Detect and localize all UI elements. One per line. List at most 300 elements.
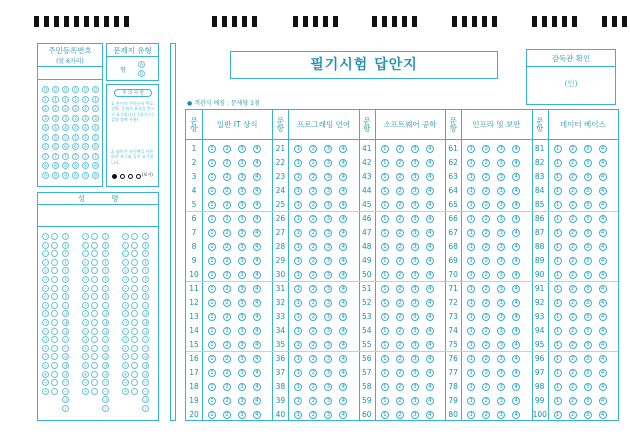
answer-bubble[interactable]: 3 xyxy=(411,201,419,209)
answer-bubble[interactable]: 1 xyxy=(208,299,216,307)
name-letter-bubble[interactable] xyxy=(51,328,58,335)
id-digit-bubble[interactable]: 2 xyxy=(52,105,59,112)
id-digit-bubble[interactable]: 4 xyxy=(82,124,89,131)
answer-bubble[interactable]: 2 xyxy=(309,355,317,363)
answer-bubble[interactable]: 4 xyxy=(512,215,520,223)
answer-bubble[interactable]: 2 xyxy=(569,187,577,195)
answer-bubble[interactable]: 1 xyxy=(554,285,562,293)
answer-bubble[interactable]: 1 xyxy=(208,397,216,405)
answer-bubble[interactable]: 1 xyxy=(381,341,389,349)
answer-bubble[interactable]: 4 xyxy=(426,299,434,307)
answer-bubble[interactable]: 4 xyxy=(339,397,347,405)
name-letter-bubble[interactable] xyxy=(51,276,58,283)
answer-bubble[interactable]: 2 xyxy=(223,355,231,363)
name-letter-bubble[interactable] xyxy=(51,310,58,317)
answer-bubble[interactable]: 2 xyxy=(482,187,490,195)
answer-bubble[interactable]: 2 xyxy=(223,313,231,321)
answer-bubble[interactable]: 4 xyxy=(512,313,520,321)
answer-bubble[interactable]: 1 xyxy=(294,271,302,279)
id-digit-bubble[interactable]: 0 xyxy=(82,86,89,93)
answer-bubble[interactable]: 1 xyxy=(467,229,475,237)
answer-bubble[interactable]: 4 xyxy=(339,383,347,391)
id-digit-bubble[interactable]: 2 xyxy=(42,105,49,112)
answer-bubble[interactable]: 2 xyxy=(223,383,231,391)
answer-bubble[interactable]: 3 xyxy=(324,257,332,265)
answer-bubble[interactable]: 4 xyxy=(339,215,347,223)
answer-bubble[interactable]: 1 xyxy=(381,159,389,167)
answer-bubble[interactable]: 3 xyxy=(238,243,246,251)
answer-bubble[interactable]: 1 xyxy=(554,313,562,321)
name-letter-bubble[interactable] xyxy=(131,319,138,326)
answer-bubble[interactable]: 4 xyxy=(426,215,434,223)
name-letter-bubble[interactable]: ㅘ xyxy=(143,311,148,317)
name-letter-bubble[interactable] xyxy=(91,345,98,352)
name-letter-bubble[interactable]: ㅃ xyxy=(43,371,48,377)
answer-bubble[interactable]: 1 xyxy=(208,215,216,223)
answer-bubble[interactable]: 1 xyxy=(381,215,389,223)
answer-bubble[interactable]: 2 xyxy=(223,369,231,377)
name-letter-bubble[interactable]: ㅉ xyxy=(123,388,128,394)
name-letter-bubble[interactable]: ㄷ xyxy=(43,251,48,257)
name-letter-bubble[interactable]: ㅠ xyxy=(143,380,148,386)
answer-bubble[interactable]: 2 xyxy=(396,299,404,307)
id-digit-bubble[interactable]: 8 xyxy=(42,162,49,169)
answer-bubble[interactable]: 1 xyxy=(381,397,389,405)
answer-bubble[interactable]: 2 xyxy=(396,369,404,377)
answer-bubble[interactable]: 1 xyxy=(554,159,562,167)
name-letter-bubble[interactable]: ㅟ xyxy=(143,371,148,377)
answer-bubble[interactable]: 1 xyxy=(467,145,475,153)
answer-bubble[interactable]: 2 xyxy=(223,285,231,293)
name-letter-bubble[interactable]: ㅇ xyxy=(83,294,88,300)
answer-bubble[interactable]: 1 xyxy=(294,229,302,237)
answer-bubble[interactable]: 3 xyxy=(324,243,332,251)
answer-bubble[interactable]: 3 xyxy=(584,243,592,251)
answer-bubble[interactable]: 2 xyxy=(482,243,490,251)
id-digit-bubble[interactable]: 2 xyxy=(82,105,89,112)
name-letter-bubble[interactable]: ㅣ xyxy=(143,406,148,411)
id-digit-bubble[interactable]: 9 xyxy=(82,172,89,179)
answer-bubble[interactable]: 2 xyxy=(482,397,490,405)
name-letter-bubble[interactable]: ㅂ xyxy=(43,277,48,282)
id-digit-bubble[interactable]: 5 xyxy=(42,134,49,141)
id-digit-bubble[interactable]: 4 xyxy=(72,124,79,131)
name-letter-bubble[interactable]: ㅉ xyxy=(83,388,88,394)
answer-bubble[interactable]: 4 xyxy=(339,257,347,265)
name-letter-bubble[interactable]: ㅆ xyxy=(43,380,48,386)
name-letter-bubble[interactable] xyxy=(131,259,138,266)
name-letter-bubble[interactable]: ㅆ xyxy=(83,380,88,386)
name-letter-bubble[interactable]: ㄷ xyxy=(83,251,88,257)
answer-bubble[interactable]: 2 xyxy=(482,341,490,349)
name-letter-bubble[interactable]: ㅢ xyxy=(103,397,108,403)
id-digit-bubble[interactable]: 8 xyxy=(62,162,69,169)
name-letter-bubble[interactable] xyxy=(91,336,98,343)
answer-bubble[interactable]: 2 xyxy=(396,411,404,419)
name-letter-bubble[interactable]: ㅙ xyxy=(103,320,108,325)
answer-bubble[interactable]: 1 xyxy=(467,271,475,279)
answer-bubble[interactable]: 3 xyxy=(324,313,332,321)
answer-bubble[interactable]: 4 xyxy=(253,383,261,391)
name-letter-bubble[interactable]: ㄹ xyxy=(83,259,88,265)
name-letter-bubble[interactable] xyxy=(91,250,98,257)
answer-bubble[interactable]: 1 xyxy=(381,411,389,419)
answer-bubble[interactable]: 3 xyxy=(238,313,246,321)
answer-bubble[interactable]: 3 xyxy=(324,397,332,405)
name-letter-bubble[interactable]: ㅛ xyxy=(63,337,68,343)
answer-bubble[interactable]: 3 xyxy=(584,229,592,237)
answer-bubble[interactable]: 3 xyxy=(411,369,419,377)
answer-bubble[interactable]: 2 xyxy=(569,299,577,307)
answer-bubble[interactable]: 2 xyxy=(223,243,231,251)
answer-bubble[interactable]: 1 xyxy=(381,229,389,237)
name-letter-bubble[interactable] xyxy=(51,319,58,326)
answer-bubble[interactable]: 3 xyxy=(584,299,592,307)
name-letter-bubble[interactable]: ㅍ xyxy=(43,337,48,343)
name-letter-bubble[interactable]: ㅐ xyxy=(103,242,108,248)
id-digit-bubble[interactable]: 6 xyxy=(72,143,79,150)
answer-bubble[interactable]: 1 xyxy=(554,145,562,153)
answer-bubble[interactable]: 1 xyxy=(381,201,389,209)
name-letter-bubble[interactable] xyxy=(131,353,138,360)
name-letter-bubble[interactable]: ㅑ xyxy=(103,251,108,257)
id-digit-bubble[interactable]: 2 xyxy=(92,105,99,112)
answer-bubble[interactable]: 1 xyxy=(208,201,216,209)
answer-bubble[interactable]: 1 xyxy=(381,187,389,195)
answer-bubble[interactable]: 2 xyxy=(309,159,317,167)
answer-bubble[interactable]: 1 xyxy=(467,285,475,293)
answer-bubble[interactable]: 1 xyxy=(554,201,562,209)
name-letter-bubble[interactable] xyxy=(91,276,98,283)
answer-bubble[interactable]: 3 xyxy=(497,173,505,181)
answer-bubble[interactable]: 4 xyxy=(512,355,520,363)
name-letter-bubble[interactable]: ㄷ xyxy=(123,251,128,257)
answer-bubble[interactable]: 4 xyxy=(339,341,347,349)
answer-bubble[interactable]: 4 xyxy=(339,145,347,153)
name-letter-bubble[interactable] xyxy=(131,336,138,343)
answer-bubble[interactable]: 1 xyxy=(554,229,562,237)
answer-bubble[interactable]: 1 xyxy=(208,271,216,279)
name-letter-bubble[interactable]: ㅂ xyxy=(83,277,88,282)
name-letter-bubble[interactable]: ㅑ xyxy=(143,251,148,257)
answer-bubble[interactable]: 4 xyxy=(426,341,434,349)
answer-bubble[interactable]: 4 xyxy=(339,299,347,307)
name-letter-bubble[interactable]: ㅐ xyxy=(63,242,68,248)
answer-bubble[interactable]: 2 xyxy=(396,215,404,223)
name-letter-bubble[interactable]: ㅞ xyxy=(143,363,148,368)
answer-bubble[interactable]: 1 xyxy=(381,145,389,153)
name-letter-bubble[interactable]: ㅆ xyxy=(123,380,128,386)
answer-bubble[interactable]: 2 xyxy=(482,159,490,167)
answer-bubble[interactable]: 1 xyxy=(381,383,389,391)
name-letter-bubble[interactable]: ㅏ xyxy=(143,234,148,239)
answer-bubble[interactable]: 4 xyxy=(512,201,520,209)
name-letter-bubble[interactable] xyxy=(91,242,98,249)
answer-bubble[interactable]: 2 xyxy=(482,369,490,377)
answer-bubble[interactable]: 1 xyxy=(554,411,562,419)
answer-bubble[interactable]: 3 xyxy=(238,201,246,209)
answer-bubble[interactable]: 3 xyxy=(238,411,246,419)
name-letter-bubble[interactable] xyxy=(131,233,138,240)
answer-bubble[interactable]: 2 xyxy=(309,285,317,293)
id-digit-bubble[interactable]: 5 xyxy=(92,134,99,141)
answer-bubble[interactable]: 4 xyxy=(512,327,520,335)
id-digit-bubble[interactable]: 6 xyxy=(92,143,99,150)
answer-bubble[interactable]: 2 xyxy=(482,173,490,181)
answer-bubble[interactable]: 3 xyxy=(497,229,505,237)
answer-bubble[interactable]: 4 xyxy=(426,145,434,153)
answer-bubble[interactable]: 2 xyxy=(482,355,490,363)
answer-bubble[interactable]: 1 xyxy=(294,299,302,307)
answer-bubble[interactable]: 3 xyxy=(584,285,592,293)
name-letter-bubble[interactable]: ㅚ xyxy=(63,328,68,334)
answer-bubble[interactable]: 3 xyxy=(584,327,592,335)
name-letter-bubble[interactable] xyxy=(91,319,98,326)
id-digit-bubble[interactable]: 2 xyxy=(72,105,79,112)
name-letter-bubble[interactable]: ㅌ xyxy=(43,328,48,334)
answer-bubble[interactable]: 1 xyxy=(294,243,302,251)
answer-bubble[interactable]: 1 xyxy=(554,355,562,363)
answer-bubble[interactable]: 1 xyxy=(467,397,475,405)
answer-bubble[interactable]: 4 xyxy=(512,411,520,419)
answer-bubble[interactable]: 4 xyxy=(512,145,520,153)
answer-bubble[interactable]: 3 xyxy=(411,271,419,279)
name-letter-bubble[interactable]: ㅜ xyxy=(103,345,108,351)
answer-bubble[interactable]: 1 xyxy=(294,313,302,321)
answer-bubble[interactable]: 3 xyxy=(497,299,505,307)
answer-bubble[interactable]: 4 xyxy=(426,285,434,293)
name-letter-bubble[interactable]: ㅊ xyxy=(123,311,128,317)
answer-bubble[interactable]: 4 xyxy=(512,285,520,293)
answer-bubble[interactable]: 2 xyxy=(309,201,317,209)
id-digit-bubble[interactable]: 1 xyxy=(82,96,89,103)
answer-bubble[interactable]: 4 xyxy=(339,285,347,293)
answer-bubble[interactable]: 1 xyxy=(467,201,475,209)
answer-bubble[interactable]: 3 xyxy=(411,397,419,405)
name-letter-bubble[interactable]: ㅏ xyxy=(63,234,68,239)
answer-bubble[interactable]: 1 xyxy=(294,411,302,419)
name-letter-bubble[interactable]: ㅈ xyxy=(43,302,48,308)
answer-bubble[interactable]: 4 xyxy=(426,201,434,209)
name-letter-bubble[interactable]: ㅖ xyxy=(103,294,108,300)
answer-bubble[interactable]: 4 xyxy=(253,243,261,251)
id-digit-bubble[interactable]: 5 xyxy=(52,134,59,141)
answer-bubble[interactable]: 2 xyxy=(223,187,231,195)
answer-bubble[interactable]: 4 xyxy=(512,229,520,237)
answer-bubble[interactable]: 3 xyxy=(324,215,332,223)
answer-bubble[interactable]: 4 xyxy=(512,383,520,391)
answer-bubble[interactable]: 3 xyxy=(324,173,332,181)
answer-bubble[interactable]: 4 xyxy=(599,369,607,377)
answer-bubble[interactable]: 1 xyxy=(381,369,389,377)
answer-bubble[interactable]: 4 xyxy=(426,327,434,335)
answer-bubble[interactable]: 2 xyxy=(569,229,577,237)
name-letter-bubble[interactable] xyxy=(91,285,98,292)
answer-bubble[interactable]: 4 xyxy=(599,397,607,405)
answer-bubble[interactable]: 1 xyxy=(208,229,216,237)
answer-bubble[interactable]: 3 xyxy=(584,201,592,209)
answer-bubble[interactable]: 2 xyxy=(482,229,490,237)
id-digit-bubble[interactable]: 6 xyxy=(52,143,59,150)
answer-bubble[interactable]: 4 xyxy=(339,327,347,335)
name-letter-bubble[interactable]: ㅅ xyxy=(43,285,48,291)
answer-bubble[interactable]: 3 xyxy=(238,187,246,195)
answer-bubble[interactable]: 3 xyxy=(238,299,246,307)
answer-bubble[interactable]: 1 xyxy=(467,299,475,307)
name-letter-bubble[interactable]: ㅎ xyxy=(83,345,88,351)
id-digit-bubble[interactable]: 1 xyxy=(92,96,99,103)
answer-bubble[interactable]: 3 xyxy=(584,355,592,363)
answer-bubble[interactable]: 4 xyxy=(512,257,520,265)
answer-bubble[interactable]: 4 xyxy=(253,173,261,181)
answer-bubble[interactable]: 1 xyxy=(467,383,475,391)
name-letter-bubble[interactable]: ㅓ xyxy=(63,268,68,274)
answer-bubble[interactable]: 4 xyxy=(426,229,434,237)
name-letter-bubble[interactable]: ㅟ xyxy=(63,371,68,377)
answer-bubble[interactable]: 4 xyxy=(512,159,520,167)
answer-bubble[interactable]: 3 xyxy=(411,229,419,237)
answer-bubble[interactable]: 3 xyxy=(584,145,592,153)
answer-bubble[interactable]: 4 xyxy=(339,355,347,363)
answer-bubble[interactable]: 1 xyxy=(467,257,475,265)
id-digit-bubble[interactable]: 8 xyxy=(92,162,99,169)
answer-bubble[interactable]: 4 xyxy=(599,411,607,419)
answer-bubble[interactable]: 4 xyxy=(599,201,607,209)
answer-bubble[interactable]: 2 xyxy=(482,285,490,293)
name-letter-bubble[interactable] xyxy=(91,353,98,360)
answer-bubble[interactable]: 2 xyxy=(569,369,577,377)
answer-bubble[interactable]: 4 xyxy=(599,327,607,335)
answer-bubble[interactable]: 3 xyxy=(584,159,592,167)
name-letter-bubble[interactable] xyxy=(51,302,58,309)
name-letter-bubble[interactable]: ㅡ xyxy=(143,388,148,394)
name-letter-bubble[interactable]: ㅜ xyxy=(63,345,68,351)
name-letter-bubble[interactable]: ㄸ xyxy=(83,363,88,368)
name-letter-bubble[interactable] xyxy=(51,285,58,292)
answer-bubble[interactable]: 3 xyxy=(411,257,419,265)
answer-bubble[interactable]: 4 xyxy=(599,355,607,363)
answer-bubble[interactable]: 3 xyxy=(411,355,419,363)
id-digit-bubble[interactable]: 0 xyxy=(42,86,49,93)
id-digit-bubble[interactable]: 3 xyxy=(72,115,79,122)
answer-bubble[interactable]: 3 xyxy=(497,159,505,167)
answer-bubble[interactable]: 2 xyxy=(223,341,231,349)
answer-bubble[interactable]: 4 xyxy=(599,187,607,195)
name-letter-bubble[interactable]: ㅋ xyxy=(83,320,88,325)
answer-bubble[interactable]: 4 xyxy=(339,201,347,209)
name-letter-bubble[interactable]: ㅃ xyxy=(83,371,88,377)
answer-bubble[interactable]: 3 xyxy=(584,313,592,321)
id-digit-bubble[interactable]: 1 xyxy=(42,96,49,103)
name-letter-bubble[interactable]: ㅒ xyxy=(103,259,108,265)
answer-bubble[interactable]: 4 xyxy=(253,229,261,237)
id-digit-bubble[interactable]: 7 xyxy=(52,153,59,160)
name-letter-bubble[interactable]: ㄱ xyxy=(123,234,128,239)
answer-bubble[interactable]: 2 xyxy=(223,411,231,419)
name-letter-bubble[interactable]: ㅔ xyxy=(103,277,108,282)
name-letter-bubble[interactable] xyxy=(51,250,58,257)
name-letter-bubble[interactable] xyxy=(51,388,58,395)
answer-bubble[interactable]: 4 xyxy=(426,397,434,405)
name-letter-bubble[interactable]: ㅌ xyxy=(83,328,88,334)
answer-bubble[interactable]: 4 xyxy=(599,313,607,321)
answer-bubble[interactable]: 3 xyxy=(324,383,332,391)
answer-bubble[interactable]: 1 xyxy=(467,355,475,363)
name-letter-bubble[interactable]: ㅓ xyxy=(103,268,108,274)
answer-bubble[interactable]: 4 xyxy=(599,299,607,307)
answer-bubble[interactable]: 2 xyxy=(569,341,577,349)
name-letter-bubble[interactable] xyxy=(91,362,98,369)
answer-bubble[interactable]: 1 xyxy=(554,369,562,377)
id-digit-bubble[interactable]: 0 xyxy=(62,86,69,93)
answer-bubble[interactable]: 1 xyxy=(554,397,562,405)
answer-bubble[interactable]: 1 xyxy=(467,327,475,335)
answer-bubble[interactable]: 2 xyxy=(569,327,577,335)
id-digit-bubble[interactable]: 6 xyxy=(62,143,69,150)
answer-bubble[interactable]: 2 xyxy=(396,285,404,293)
name-letter-bubble[interactable]: ㅙ xyxy=(63,320,68,325)
answer-bubble[interactable]: 1 xyxy=(467,313,475,321)
answer-bubble[interactable]: 3 xyxy=(238,257,246,265)
name-letter-bubble[interactable]: ㅝ xyxy=(63,354,68,360)
answer-bubble[interactable]: 3 xyxy=(497,397,505,405)
answer-bubble[interactable]: 1 xyxy=(208,411,216,419)
answer-bubble[interactable]: 3 xyxy=(411,173,419,181)
answer-bubble[interactable]: 4 xyxy=(599,243,607,251)
answer-bubble[interactable]: 3 xyxy=(324,327,332,335)
name-letter-bubble[interactable]: ㅋ xyxy=(123,320,128,325)
answer-bubble[interactable]: 3 xyxy=(411,215,419,223)
id-digit-bubble[interactable]: 8 xyxy=(82,162,89,169)
answer-bubble[interactable]: 3 xyxy=(324,187,332,195)
answer-bubble[interactable]: 2 xyxy=(309,271,317,279)
name-letter-bubble[interactable]: ㅉ xyxy=(43,388,48,394)
name-letter-bubble[interactable] xyxy=(51,267,58,274)
name-letter-bubble[interactable]: ㅑ xyxy=(63,251,68,257)
answer-bubble[interactable]: 2 xyxy=(396,257,404,265)
answer-bubble[interactable]: 3 xyxy=(411,411,419,419)
answer-bubble[interactable]: 4 xyxy=(253,313,261,321)
answer-bubble[interactable]: 3 xyxy=(324,411,332,419)
answer-bubble[interactable]: 2 xyxy=(309,369,317,377)
id-digit-bubble[interactable]: 7 xyxy=(42,153,49,160)
answer-bubble[interactable]: 4 xyxy=(253,215,261,223)
answer-bubble[interactable]: 1 xyxy=(381,257,389,265)
answer-bubble[interactable]: 2 xyxy=(309,299,317,307)
name-letter-bubble[interactable]: ㅗ xyxy=(143,302,148,308)
answer-bubble[interactable]: 2 xyxy=(569,271,577,279)
answer-bubble[interactable]: 3 xyxy=(497,355,505,363)
id-digit-bubble[interactable]: 9 xyxy=(92,172,99,179)
answer-bubble[interactable]: 2 xyxy=(396,383,404,391)
answer-bubble[interactable]: 2 xyxy=(482,271,490,279)
answer-bubble[interactable]: 2 xyxy=(309,327,317,335)
answer-bubble[interactable]: 1 xyxy=(554,173,562,181)
answer-bubble[interactable]: 3 xyxy=(324,145,332,153)
answer-bubble[interactable]: 1 xyxy=(208,341,216,349)
answer-bubble[interactable]: 1 xyxy=(294,285,302,293)
answer-bubble[interactable]: 3 xyxy=(497,383,505,391)
name-letter-bubble[interactable] xyxy=(91,388,98,395)
answer-bubble[interactable]: 1 xyxy=(381,327,389,335)
answer-bubble[interactable]: 3 xyxy=(411,187,419,195)
answer-bubble[interactable]: 3 xyxy=(411,299,419,307)
answer-bubble[interactable]: 1 xyxy=(294,187,302,195)
name-letter-bubble[interactable]: ㅈ xyxy=(83,302,88,308)
name-letter-bubble[interactable]: ㅔ xyxy=(63,277,68,282)
answer-bubble[interactable]: 4 xyxy=(512,299,520,307)
name-letter-bubble[interactable]: ㅕ xyxy=(63,285,68,291)
